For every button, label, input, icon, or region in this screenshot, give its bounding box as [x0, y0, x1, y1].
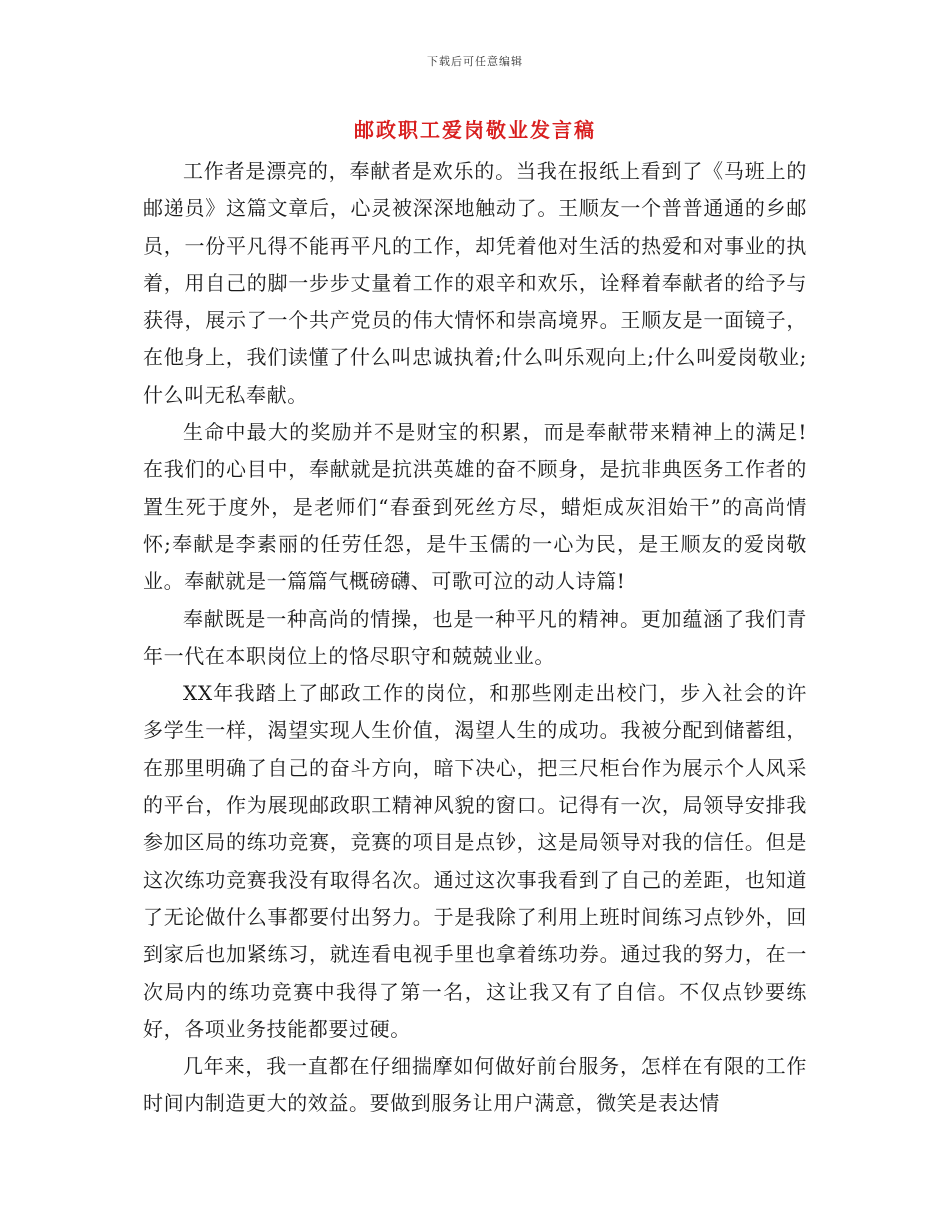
document-body [143, 153, 807, 1123]
paragraph-4: XX年我踏上了邮政工作的岗位，和那些刚走出校门，步入社会的许多学生一样，渴望实现人生价值，渴望人生的成功。我被分配到储蓄组，在那里明确了自己的奋斗方向，暗下决心，把三尺柜台作为展示个人风采的平台，作为展现邮政职工精神风貌的窗口。记得有一次，局领导安排我参加区局的练功竞赛，竞赛的项目是点钞，这是局领导对我的信任。但是这次练功竞赛我没有取得名次。通过这次事我看到了自己的差距，也知道了无论做什么事都要付出努力。于是我除了利用上班时间练习点钞外，回到家后也加紧练习，就连看电视手里也拿着练功券。通过我的努力，在一次局内的练功竞赛中我得了第一名，这让我又有了自信。不仅点钞要练好，各项业务技能都要过硬。 [143, 681, 807, 1041]
download-note: 下载后可任意编辑 [427, 55, 523, 68]
document-title: 邮政职工爱岗敬业发言稿 [354, 118, 596, 142]
paragraph-5: 几年来，我一直都在仔细揣摩如何做好前台服务，怎样在有限的工作时间内制造更大的效益。要做到服务让用户满意，微笑是表达情 [143, 1054, 807, 1116]
paragraph-3: 奉献既是一种高尚的情操，也是一种平凡的精神。更加蕴涵了我们青年一代在本职岗位上的恪尽职守和兢兢业业。 [143, 606, 807, 668]
paragraph-2: 生命中最大的奖励并不是财宝的积累，而是奉献带来精神上的满足!在我们的心目中，奉献就是抗洪英雄的奋不顾身，是抗非典医务工作者的置生死于度外，是老师们“春蚕到死丝方尽，蜡炬成灰泪始干”的高尚情怀;奉献是李素丽的任劳任怨，是牛玉儒的一心为民，是王顺友的爱岗敬业。奉献就是一篇篇气概磅礴、可歌可泣的动人诗篇! [143, 420, 807, 594]
paragraph-1: 工作者是漂亮的，奉献者是欢乐的。当我在报纸上看到了《马班上的邮递员》这篇文章后，心灵被深深地触动了。王顺友一个普普通通的乡邮员，一份平凡得不能再平凡的工作，却凭着他对生活的热爱和对事业的执着，用自己的脚一步步丈量着工作的艰辛和欢乐，诠释着奉献者的给予与获得，展示了一个共产党员的伟大情怀和崇高境界。王顺友是一面镜子，在他身上，我们读懂了什么叫忠诚执着;什么叫乐观向上;什么叫爱岗敬业;什么叫无私奉献。 [143, 159, 807, 407]
